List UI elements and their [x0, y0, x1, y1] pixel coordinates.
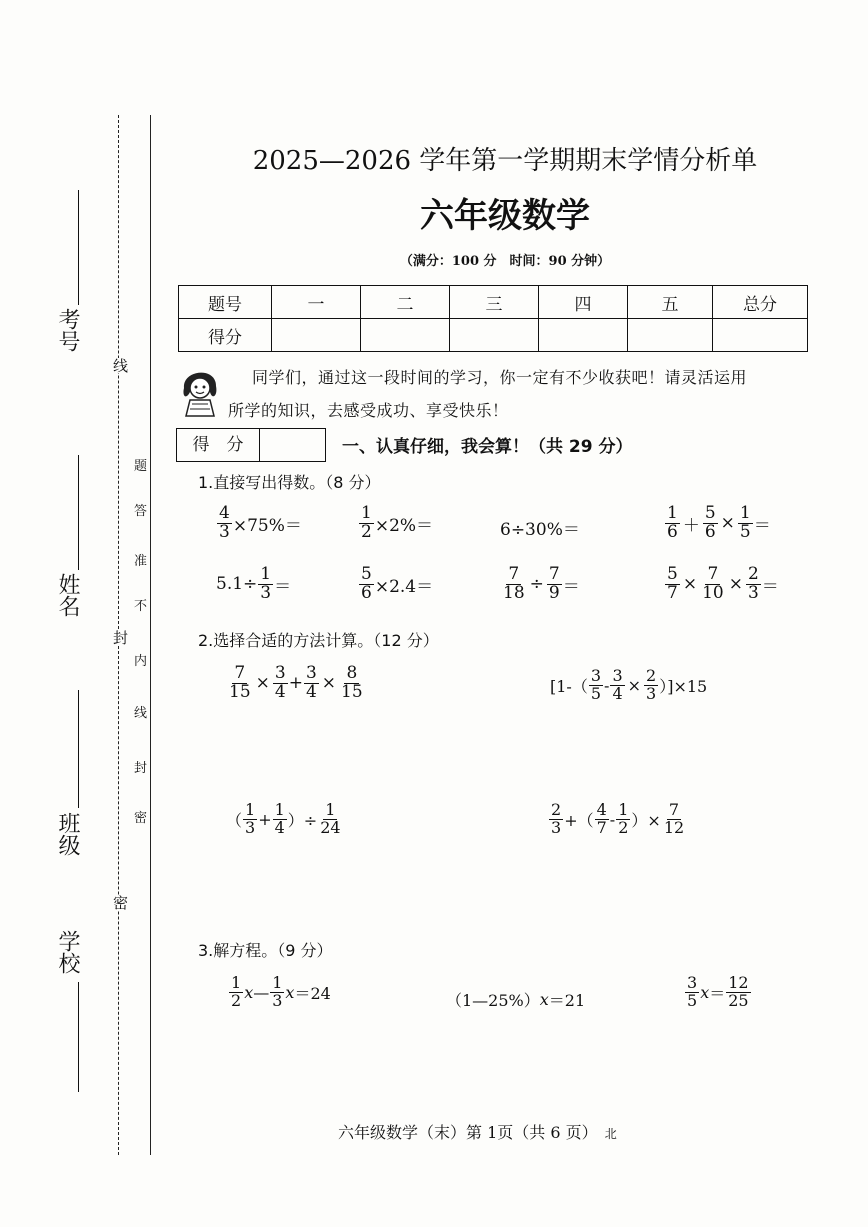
field-xingming[interactable]: [52, 455, 83, 617]
q1-item-8: $\frac{5}{7}$ × $\frac{7}{10}$ × $\frac{2}{3}$ ＝: [667, 564, 779, 603]
score-col-1: 一: [272, 286, 361, 319]
q1-item-7: $\frac{7}{18}$ ÷ $\frac{7}{9}$ ＝: [503, 564, 580, 603]
solid-margin-line: [150, 115, 151, 1155]
exam-meta: （满分：100 分 时间：90 分钟）: [399, 254, 611, 269]
seal-word-xian: 线: [111, 358, 129, 373]
q3-eq-3: $\frac{3}{5}$ x ＝ $\frac{12}{25}$: [687, 973, 749, 1010]
footer-text: 六年级数学（末）第 1页（共 6 页）: [338, 1123, 598, 1142]
section1-score-input[interactable]: [260, 429, 325, 461]
field-kaohao[interactable]: [52, 190, 83, 352]
q3-eq-1: $\frac{1}{2}$ x — $\frac{1}{3}$ x ＝24: [231, 973, 331, 1010]
field-xuexiao[interactable]: [52, 930, 83, 974]
q1-title: 1.直接写出得数。（8 分）: [198, 473, 381, 492]
intro-line-2: 所学的知识，去感受成功、享受快乐！: [228, 401, 509, 420]
q3-eq-2: （1—25%） x ＝21: [446, 990, 586, 1010]
field-xingming-label: 姓名: [55, 573, 80, 617]
score-col-3: 三: [450, 286, 539, 319]
q1-item-3: 6÷30%＝: [500, 520, 580, 540]
footer-tag: 北: [604, 1127, 617, 1141]
q1-item-6: $\frac{5}{6}$ ×2.4＝: [361, 564, 434, 603]
score-cell[interactable]: [272, 319, 361, 352]
score-table-row1-label: 题号: [179, 286, 272, 319]
q2-expr-4: $\frac{2}{3}$ +（ $\frac{4}{7}$ - $\frac{1}{2}$ ）× $\frac{7}{12}$: [551, 800, 685, 837]
girl-illustration: [176, 362, 224, 418]
q1-item-1: $\frac{4}{3}$ ×75%＝: [219, 503, 302, 542]
page-footer: [338, 1120, 617, 1143]
q2-expr-1: $\frac{7}{15}$ × $\frac{3}{4}$ + $\frac{3}{4}$ × $\frac{8}{15}$: [229, 663, 363, 702]
score-table-header-row: [179, 286, 808, 319]
score-col-4: 四: [539, 286, 628, 319]
score-cell[interactable]: [450, 319, 539, 352]
seal-word-mi: 密: [111, 895, 129, 910]
score-cell[interactable]: [713, 319, 808, 352]
score-cell[interactable]: [628, 319, 713, 352]
section1-title: 一、认真仔细，我会算！（共 29 分）: [342, 437, 633, 457]
intro-line-1: 同学们，通过这一段时间的学习，你一定有不少收获吧！请灵活运用: [252, 368, 748, 387]
score-col-2: 二: [361, 286, 450, 319]
no-answer-text: 题 答 准 不 内 线 封 密: [134, 459, 148, 826]
exam-title: 2025—2026 学年第一学期期末学情分析单: [252, 146, 758, 176]
exam-subject: 六年级数学: [420, 196, 590, 236]
field-banji-label: 班级: [55, 812, 80, 856]
q3-title: 3.解方程。（9 分）: [198, 941, 333, 960]
q1-item-4: $\frac{1}{6}$ ＋ $\frac{5}{6}$ × $\frac{1}{5}$ ＝: [667, 503, 771, 542]
binding-margin: [0, 0, 160, 1227]
q1-item-5: 5.1÷ $\frac{1}{3}$ ＝: [216, 564, 292, 603]
score-table: [178, 285, 808, 352]
seal-word-feng: 封: [111, 630, 129, 645]
section1-score-label: 得 分: [177, 429, 260, 461]
score-col-total: 总分: [713, 286, 808, 319]
q2-title: 2.选择合适的方法计算。（12 分）: [198, 631, 439, 650]
section1-score-box: [176, 428, 326, 462]
field-kaohao-label: 考号: [55, 308, 80, 352]
score-table-row2-label: 得分: [179, 319, 272, 352]
score-cell[interactable]: [361, 319, 450, 352]
score-col-5: 五: [628, 286, 713, 319]
score-table-score-row: [179, 319, 808, 352]
score-cell[interactable]: [539, 319, 628, 352]
q1-item-2: $\frac{1}{2}$ ×2%＝: [361, 503, 434, 542]
q2-expr-3: （ $\frac{1}{3}$ + $\frac{1}{4}$ ）÷ $\frac{1}{24}$: [226, 800, 341, 837]
field-banji[interactable]: [52, 690, 83, 856]
field-xuexiao-label: 学校: [55, 930, 80, 974]
q2-expr-2: [1-（ $\frac{3}{5}$ - $\frac{3}{4}$ × $\frac{2}{3}$ ）]×15: [550, 666, 708, 703]
